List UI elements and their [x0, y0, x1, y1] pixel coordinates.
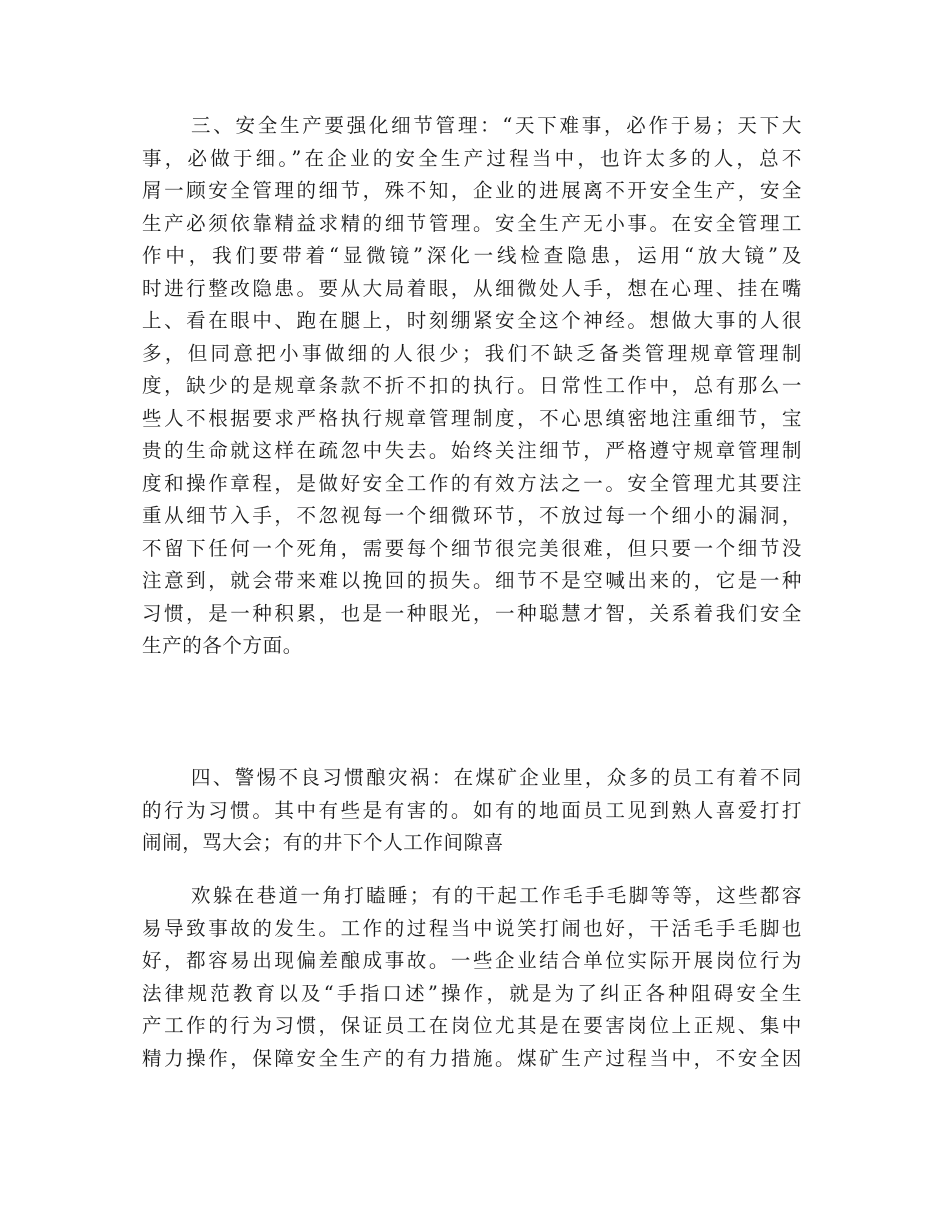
text-line: 法律规范教育以及“手指口述”操作，就是为了纠正各种阻碍安全生 — [142, 981, 802, 1005]
text-line: 三、安全生产要强化细节管理：“天下难事，必作于易；天下大 — [191, 114, 802, 137]
text-line: 产工作的行为习惯，保证员工在岗位尤其是在要害岗位上正规、集中 — [142, 1014, 802, 1037]
text-line: 作中，我们要带着“显微镜”深化一线检查隐患，运用“放大镜”及 — [142, 244, 802, 267]
text-line: 事，必做于细。”在企业的安全生产过程当中，也许太多的人，总不 — [142, 146, 802, 170]
text-line: 生产的各个方面。 — [142, 634, 303, 657]
text-line: 易导致事故的发生。工作的过程当中说笑打闹也好，干活毛手毛脚也 — [142, 916, 802, 940]
text-line: 不留下任何一个死角，需要每个细节很完美很难，但只要一个细节没 — [142, 536, 802, 560]
text-line: 生产必须依靠精益求精的细节管理。安全生产无小事。在安全管理工 — [142, 211, 802, 235]
text-line: 好，都容易出现偏差酿成事故。一些企业结合单位实际开展岗位行为 — [142, 949, 802, 972]
text-line: 多，但同意把小事做细的人很少；我们不缺乏备类管理规章管理制 — [142, 341, 802, 365]
text-line: 重从细节入手，不忽视每一个细微环节，不放过每一个细小的漏洞， — [142, 504, 802, 527]
text-line: 精力操作，保障安全生产的有力措施。煤矿生产过程当中，不安全因 — [142, 1046, 802, 1070]
paragraph-bad-habits-continued — [142, 880, 802, 1075]
text-line: 的行为习惯。其中有些是有害的。如有的地面员工见到熟人喜爱打打 — [142, 798, 802, 822]
text-line: 闹闹，骂大会；有的井下个人工作间隙喜 — [142, 831, 504, 854]
text-line: 注意到，就会带来难以挽回的损失。细节不是空喊出来的，它是一种 — [142, 569, 802, 592]
text-line: 度，缺少的是规章条款不折不扣的执行。日常性工作中，总有那么一 — [142, 374, 802, 397]
text-line: 屑一顾安全管理的细节，殊不知，企业的进展离不开安全生产，安全 — [142, 179, 802, 202]
text-line: 些人不根据要求严格执行规章管理制度，不心思缜密地注重细节，宝 — [142, 406, 802, 430]
text-line: 习惯，是一种积累，也是一种眼光，一种聪慧才智，关系着我们安全 — [142, 601, 802, 625]
text-line: 欢躲在巷道一角打瞌睡；有的干起工作毛手毛脚等等，这些都容 — [191, 884, 802, 907]
text-line: 四、警惕不良习惯酿灾祸：在煤矿企业里，众多的员工有着不同 — [191, 766, 802, 789]
text-line: 上、看在眼中、跑在腿上，时刻绷紧安全这个神经。想做大事的人很 — [142, 309, 802, 332]
text-line: 时进行整改隐患。要从大局着眼，从细微处人手，想在心理、挂在嘴 — [142, 276, 802, 300]
paragraph-safety-detail-management — [142, 110, 802, 663]
text-line: 贵的生命就这样在疏忽中失去。始终关注细节，严格遵守规章管理制 — [142, 439, 802, 462]
text-line: 度和操作章程，是做好安全工作的有效方法之一。安全管理尤其要注 — [142, 471, 802, 495]
paragraph-bad-habits — [142, 762, 802, 860]
